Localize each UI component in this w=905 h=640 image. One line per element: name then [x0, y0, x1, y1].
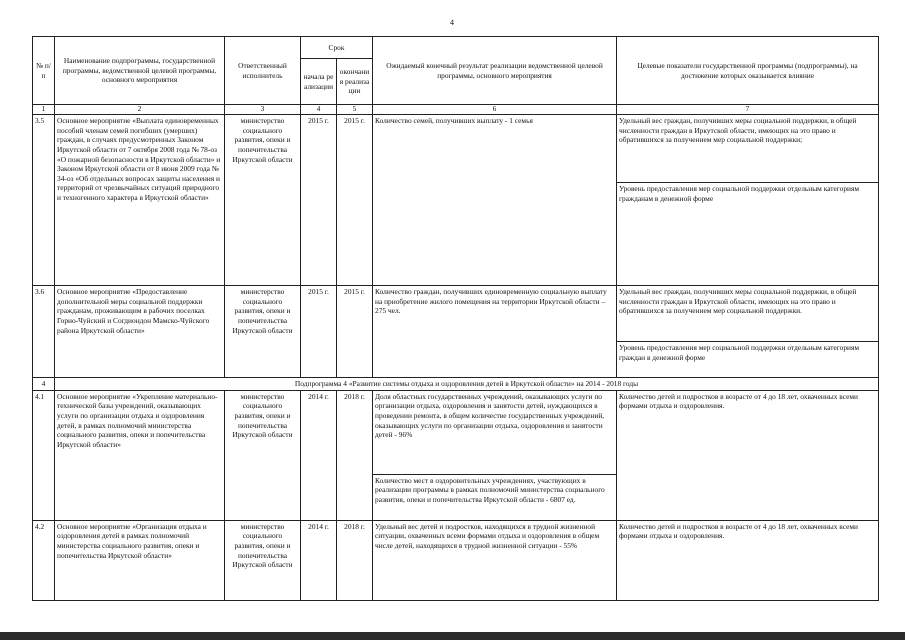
- row-result: Количество семей, получивших выплату - 1 семья: [373, 115, 617, 286]
- row-start: 2015 г.: [301, 115, 337, 286]
- table-row: [33, 286, 879, 342]
- col-number: 7: [617, 105, 879, 115]
- header-result: Ожидаемый конечный результат реализации ведомственной целевой программы, основного мероприятия: [373, 37, 617, 105]
- row-executor: министерство социального развития, опеки и попечительства Иркутской области: [225, 390, 301, 520]
- col-number: 1: [33, 105, 55, 115]
- header-num: № п/п: [33, 37, 55, 105]
- col-number: 6: [373, 105, 617, 115]
- section-title: Подпрограмма 4 «Развитие системы отдыха и оздоровления детей в Иркутской области» на 2014 - 2018 годы: [55, 378, 879, 391]
- row-result: [373, 390, 617, 520]
- row-name: Основное мероприятие «Предоставление дополнительной меры социальной поддержки гражданам, проживающим в рабочих поселках Горно-Чуйский и Согдиондон Мамско-Чуйского района Иркутской области»: [55, 286, 225, 378]
- row-num: 4.1: [33, 390, 55, 520]
- row-num: 3.5: [33, 115, 55, 286]
- row-start: 2014 г.: [301, 520, 337, 600]
- table-row: [33, 390, 879, 520]
- program-table: [32, 36, 879, 601]
- header-indicators: Целевые показатели государственной программы (подпрограммы), на достижение которых оказывается влияние: [617, 37, 879, 105]
- header-end: окончания реализации: [337, 59, 373, 105]
- row-result-part: Количество мест в оздоровительных учреждениях, участвующих в реализации программы в рамках полномочий министерства социального развития, опеки и попечительства Иркутской области - 6807 ед.: [373, 474, 616, 506]
- row-result-part: Доля областных государственных учреждений, оказывающих услуги по организации отдыха, оздоровления и занятости детей, нуждающихся в проведении ремонта, в общем количестве государственных учреждений, оказывающих услуги по организации отдыха, оздоровления и занятости детей - 96%: [375, 391, 605, 440]
- row-executor: министерство социального развития, опеки и попечительства Иркутской области: [225, 286, 301, 378]
- table-row: [33, 115, 879, 183]
- header-executor: Ответственный исполнитель: [225, 37, 301, 105]
- scan-bottom-edge: [0, 632, 905, 640]
- row-name: Основное мероприятие «Организация отдыха и оздоровления детей в рамках полномочий министерства социального развития, опеки и попечительства Иркутской области»: [55, 520, 225, 600]
- header-name: Наименование подпрограммы, государственной программы, ведомственной целевой программы, основного мероприятия: [55, 37, 225, 105]
- row-end: 2015 г.: [337, 115, 373, 286]
- row-executor: министерство социального развития, опеки и попечительства Иркутской области: [225, 115, 301, 286]
- header-term: Срок: [301, 37, 373, 59]
- row-indicator: Удельный вес граждан, получивших меры социальной поддержки, в общей численности граждан в Иркутской области, имеющих на это право и обратившихся за получением мер социальной поддержки;: [617, 115, 879, 183]
- col-number: 5: [337, 105, 373, 115]
- header-row: [33, 37, 879, 59]
- row-indicator: Количество детей и подростков в возрасте от 4 до 18 лет, охваченных всеми формами отдыха и оздоровления.: [617, 390, 879, 520]
- col-number: 2: [55, 105, 225, 115]
- section-num: 4: [33, 378, 55, 391]
- row-start: 2014 г.: [301, 390, 337, 520]
- row-result: Удельный вес детей и подростков, находящихся в трудной жизненной ситуации, охваченных всеми формами отдыха и оздоровления в общем числе детей, находящихся в трудной жизненной ситуации - 55%: [373, 520, 617, 600]
- row-end: 2018 г.: [337, 520, 373, 600]
- header-start: начала реализации: [301, 59, 337, 105]
- page-number: 4: [450, 18, 454, 27]
- row-indicator: Удельный вес граждан, получивших меры социальной поддержки, в общей численности граждан в Иркутской области, имеющих на это право и обратившихся за получением мер социальной поддержки.: [617, 286, 879, 342]
- row-start: 2015 г.: [301, 286, 337, 378]
- row-end: 2018 г.: [337, 390, 373, 520]
- row-name: Основное мероприятие «Выплата единовременных пособий членам семей погибших (умерших) граждан, в случаях предусмотренных Законом Иркутской области от 7 октября 2008 года № 78-оз «О пожарной безопасности в Иркутской области» и Законом Иркутской области от 8 июня 2009 года № 34-оз «Об отдельных вопросах защиты населения и территорий от чрезвычайных ситуаций природного и техногенного характера в Иркутской области»: [55, 115, 225, 286]
- table-row: [33, 520, 879, 600]
- row-num: 4.2: [33, 520, 55, 600]
- row-indicator: Количество детей и подростков в возрасте от 4 до 18 лет, охваченных всеми формами отдыха и оздоровления.: [617, 520, 879, 600]
- section-row: [33, 378, 879, 391]
- row-end: 2015 г.: [337, 286, 373, 378]
- col-number: 3: [225, 105, 301, 115]
- col-number: 4: [301, 105, 337, 115]
- row-result: Количество граждан, получивших единовременную социальную выплату на приобретение жилого помещения на территории Иркутской области – 275 чел.: [373, 286, 617, 378]
- row-indicator: Уровень предоставления мер социальной поддержки отдельным категориям гражданам в денежной форме: [617, 183, 879, 286]
- row-executor: министерство социального развития, опеки и попечительства Иркутской области: [225, 520, 301, 600]
- column-numbers-row: [33, 105, 879, 115]
- row-name: Основное мероприятие «Укрепление материально-технической базы учреждений, оказывающих услуги по организации отдыха и оздоровления детей, в рамках полномочий министерства социального развития, опеки и попечительства Иркутской области»: [55, 390, 225, 520]
- row-indicator: Уровень предоставления мер социальной поддержки отдельным категориям граждан в денежной форме: [617, 342, 879, 378]
- row-num: 3.6: [33, 286, 55, 378]
